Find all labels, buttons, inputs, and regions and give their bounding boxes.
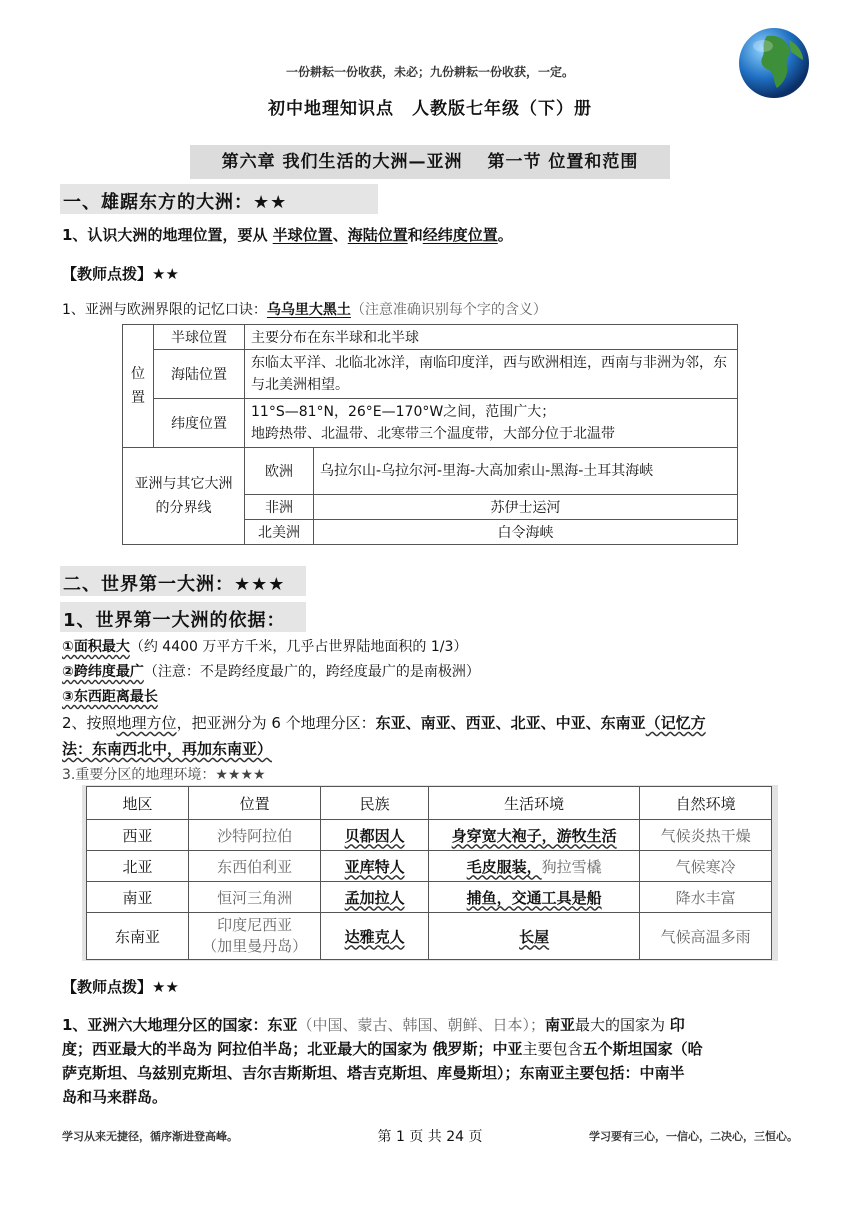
globe-icon <box>737 26 811 100</box>
latitude-value-line1: 11°S—81°N，26°E—170°W之间，范围广大； <box>251 404 556 420</box>
border-namerica-label: 北美洲 <box>245 520 314 545</box>
sea-land-label: 海陆位置 <box>154 350 245 399</box>
row1-people: 亚库特人 <box>321 851 429 882</box>
reason-1-note: （约 4400 万平方千米，几乎占世界陆地面积的 1/3） <box>129 639 468 655</box>
position-table <box>122 324 738 545</box>
countries-line-1: 1、亚洲六大地理分区的国家：东亚（中国、蒙古、韩国、朝鲜、日本）；南亚最大的国家为 印 <box>62 1016 685 1034</box>
teacher-tip-2: 【教师点拨】★★ <box>62 978 179 996</box>
countries-paragraph <box>62 1013 802 1109</box>
col-region: 地区 <box>87 787 189 820</box>
reason-3-key: ③东西距离最长 <box>62 689 158 705</box>
latitude-value-line2: 地跨热带、北温带、北寒带三个温度带，大部分位于北温带 <box>251 426 615 442</box>
section1-heading: 一、雄踞东方的大洲：★★ <box>63 192 288 213</box>
reason-1-key: ①面积最大 <box>62 639 130 655</box>
row0-nature: 气候炎热干燥 <box>640 820 772 851</box>
row2-life: 捕鱼，交通工具是船 <box>429 882 640 913</box>
row3-people: 达雅克人 <box>321 913 429 960</box>
reason-2 <box>62 661 480 681</box>
teacher-tip-1: 【教师点拨】★★ <box>62 265 179 283</box>
table-row <box>87 913 772 960</box>
regions-tip-1: （记忆方 <box>645 714 706 732</box>
row2-region: 南亚 <box>87 882 189 913</box>
latitude-label: 纬度位置 <box>154 399 245 448</box>
section2-sub-heading: 1、世界第一大洲的依据： <box>63 610 286 631</box>
countries-line-2: 度；西亚最大的半岛为 阿拉伯半岛；北亚最大的国家为 俄罗斯；中亚主要包含五个斯坦国家（哈 <box>62 1040 703 1058</box>
col-nature: 自然环境 <box>640 787 772 820</box>
line1-key1: 半球位置 <box>272 226 333 244</box>
table-row <box>87 851 772 882</box>
sea-land-value: 东临太平洋、北临北冰洋，南临印度洋，西与欧洲相连，西南与非洲为邻，东与北美洲相望。 <box>245 350 738 399</box>
col-people: 民族 <box>321 787 429 820</box>
regions-line-1 <box>62 712 706 733</box>
position-group-label: 位置 <box>123 325 154 448</box>
line1-end: 。 <box>497 226 513 244</box>
reason-2-note: （注意：不是跨经度最广的，跨经度最广的是南极洲） <box>143 664 480 680</box>
line1-sep1: 、 <box>332 226 348 244</box>
row3-nature: 气候高温多雨 <box>640 913 772 960</box>
mnemonic-prefix: 1、亚洲与欧洲界限的记忆口诀： <box>62 302 267 318</box>
mnemonic-key: 乌乌里大黑土 <box>266 302 351 318</box>
mnemonic-line <box>62 299 547 319</box>
regions-prefix: 2、按照 <box>62 714 117 732</box>
regions-key: 地理方位 <box>116 714 177 732</box>
row2-nature: 降水丰富 <box>640 882 772 913</box>
header-motto: 一份耕耘一份收获，未必；九份耕耘一份收获，一定。 <box>285 65 574 79</box>
line1-key2: 海陆位置 <box>347 226 408 244</box>
col-location: 位置 <box>189 787 321 820</box>
row1-life: 毛皮服装，狗拉雪橇 <box>429 851 640 882</box>
row2-location: 恒河三角洲 <box>189 882 321 913</box>
regions-list: 东亚、南亚、西亚、北亚、中亚、东南亚 <box>375 714 646 732</box>
mnemonic-note: （注意准确识别每个字的含义） <box>350 302 547 318</box>
footer-right: 学习要有三心，一信心，二决心，三恒心。 <box>589 1130 798 1143</box>
line1-key3: 经纬度位置 <box>422 226 498 244</box>
reason-2-key: ②跨纬度最广 <box>62 664 144 680</box>
hemisphere-label: 半球位置 <box>154 325 245 350</box>
latitude-value <box>245 399 738 448</box>
border-europe-label: 欧洲 <box>245 448 314 495</box>
border-group-label: 亚洲与其它大洲的分界线 <box>123 448 245 545</box>
row1-region: 北亚 <box>87 851 189 882</box>
row3-life: 长屋 <box>429 913 640 960</box>
environment-heading: 3.重要分区的地理环境：★★★★ <box>62 767 266 783</box>
footer-left: 学习从来无捷径，循序渐进登高峰。 <box>62 1130 238 1143</box>
chapter-title: 第六章 我们生活的大洲—亚洲 第一节 位置和范围 <box>190 145 670 179</box>
line1-sep2: 和 <box>407 226 423 244</box>
row0-life: 身穿宽大袍子，游牧生活 <box>429 820 640 851</box>
hemisphere-value: 主要分布在东半球和北半球 <box>245 325 738 350</box>
col-life: 生活环境 <box>429 787 640 820</box>
reason-1 <box>62 636 467 656</box>
border-namerica-value: 白令海峡 <box>314 520 738 545</box>
row2-people: 孟加拉人 <box>321 882 429 913</box>
row3-region: 东南亚 <box>87 913 189 960</box>
page-title: 初中地理知识点 人教版七年级（下）册 <box>268 99 592 119</box>
row0-people: 贝都因人 <box>321 820 429 851</box>
row3-location: 印度尼西亚 （加里曼丹岛） <box>189 913 321 960</box>
row1-nature: 气候寒冷 <box>640 851 772 882</box>
row0-region: 西亚 <box>87 820 189 851</box>
reason-3 <box>62 686 158 706</box>
regions-tip-2: 法：东南西北中，再加东南亚） <box>62 740 273 758</box>
border-africa-value: 苏伊士运河 <box>314 495 738 520</box>
section2-heading: 二、世界第一大洲：★★★ <box>63 574 286 595</box>
border-africa-label: 非洲 <box>245 495 314 520</box>
regions-mid: ，把亚洲分为 6 个地理分区： <box>176 714 376 732</box>
page-number: 第 1 页 共 24 页 <box>377 1129 483 1145</box>
environment-table <box>86 786 772 960</box>
line1-prefix: 1、认识大洲的地理位置，要从 <box>62 226 273 244</box>
row1-location: 东西伯利亚 <box>189 851 321 882</box>
countries-line-3: 萨克斯坦、乌兹别克斯坦、吉尔吉斯斯坦、塔吉克斯坦、库曼斯坦）；东南亚主要包括：中南半 <box>62 1064 685 1082</box>
border-europe-value: 乌拉尔山-乌拉尔河-里海-大高加索山-黑海-土耳其海峡 <box>314 448 738 495</box>
regions-line-2 <box>62 738 272 759</box>
table-row <box>87 882 772 913</box>
countries-line-4: 岛和马来群岛。 <box>62 1088 168 1106</box>
section1-line1 <box>62 224 513 245</box>
row0-location: 沙特阿拉伯 <box>189 820 321 851</box>
table-row <box>87 820 772 851</box>
